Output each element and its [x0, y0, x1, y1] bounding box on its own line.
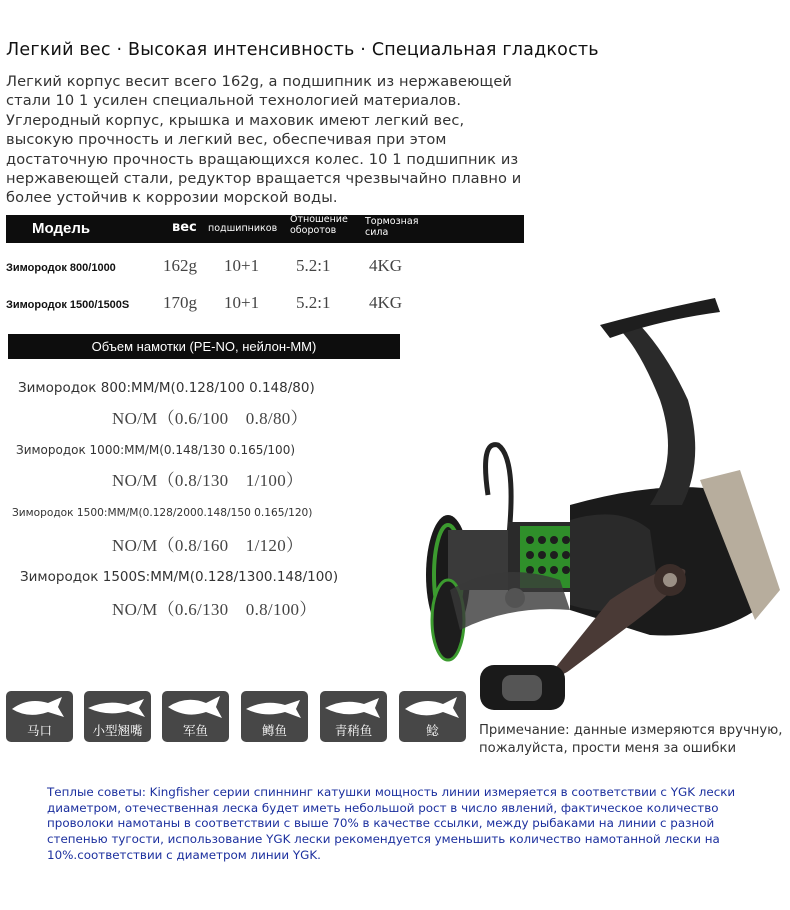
fish-icon — [6, 691, 73, 725]
spec-brake: 4KG — [369, 293, 403, 312]
fish-label: 鳟鱼 — [261, 723, 287, 738]
fish-label: 鲶 — [426, 723, 439, 738]
capacity-line: Зимородок 1500:MM/M(0.128/2000.148/150 0.165/120) — [12, 507, 313, 519]
fish-icon — [399, 691, 466, 725]
fish-card — [241, 691, 308, 742]
page-title: Легкий вес · Высокая интенсивность · Специальная гладкость — [6, 40, 599, 60]
warm-tips: Теплые советы: Kingfisher серии спиннинг катушки мощность линии измеряется в соответствии с YGK лески диаметром, отечественная леска будет иметь небольшой рост в число явлений, фактическое количество проволоки намотаны в соответствии с выше 70% в качестве ссылки, между рыбаками на линии с разной степенью тугости, использование YGK лески рекомендуется уменьшить количество намотанной лески на 10%.соответствии с диаметром линии YGK. — [47, 785, 736, 862]
header-brake-line2: сила — [365, 227, 389, 238]
capacity-line: Зимородок 800:MM/M(0.128/100 0.148/80) — [18, 380, 315, 396]
fish-label: 青稍鱼 — [334, 723, 373, 738]
capacity-sub: NO/M（0.6/130 0.8/100） — [112, 600, 317, 619]
capacity-sub: NO/M（0.8/160 1/120） — [112, 536, 304, 555]
header-weight: вес — [172, 220, 197, 235]
capacity-line: Зимородок 1000:MM/M(0.148/130 0.165/100) — [16, 443, 296, 457]
spec-bearings: 10+1 — [224, 293, 260, 312]
spec-bearings: 10+1 — [224, 256, 260, 275]
header-brake-line1: Тормозная — [365, 216, 419, 227]
measurement-note: Примечание: данные измеряются вручную, пожалуйста, прости меня за ошибки — [479, 723, 783, 756]
spec-row — [0, 254, 520, 282]
fish-card — [162, 691, 229, 742]
header-ratio — [290, 214, 348, 236]
spec-model: Зимородок 1500/1500S — [6, 299, 130, 311]
fish-icon — [320, 691, 387, 725]
fish-label: 马口 — [26, 723, 52, 738]
product-description: Легкий корпус весит всего 162g, а подшипник из нержавеющей стали 10 1 усилен специальной технологией материалов. Углеродный корпус, крышка и маховик имеют легкий вес, высокую прочность и легкий вес, обеспечивая при этом достаточную прочность вращающихся колес. 10 1 подшипник из нержавеющей стали, редуктор вращается чрезвычайно плавно и более устойчив к коррозии морской воды. — [6, 73, 522, 207]
header-ratio-line2: оборотов — [290, 225, 337, 236]
spec-ratio: 5.2:1 — [296, 293, 331, 312]
header-bearings: подшипников — [208, 223, 278, 234]
fish-card — [6, 691, 73, 742]
spec-weight: 162g — [163, 256, 197, 275]
spec-weight: 170g — [163, 293, 197, 312]
capacity-sub: NO/M（0.6/100 0.8/80） — [112, 409, 308, 428]
fish-label: 小型翘嘴 — [92, 723, 143, 738]
spec-brake: 4KG — [369, 256, 403, 275]
capacity-sub: NO/M（0.8/130 1/100） — [112, 471, 304, 490]
capacity-header: Объем намотки (PE-NO, нейлон-MM) — [8, 334, 400, 359]
fish-label: 军鱼 — [182, 723, 208, 738]
fish-icon — [241, 691, 308, 725]
header-model: Модель — [32, 220, 91, 237]
fish-icon — [84, 691, 151, 725]
fish-icon — [162, 691, 229, 725]
spec-model: Зимородок 800/1000 — [6, 262, 116, 274]
fishing-reel-image — [420, 290, 788, 730]
fish-card — [399, 691, 466, 742]
spec-table-header — [6, 215, 524, 243]
spec-ratio: 5.2:1 — [296, 256, 331, 275]
fish-card — [320, 691, 387, 742]
header-ratio-line1: Отношение — [290, 214, 348, 225]
capacity-line: Зимородок 1500S:MM/M(0.128/1300.148/100) — [20, 569, 339, 585]
header-brake — [365, 216, 418, 238]
fish-card — [84, 691, 151, 742]
